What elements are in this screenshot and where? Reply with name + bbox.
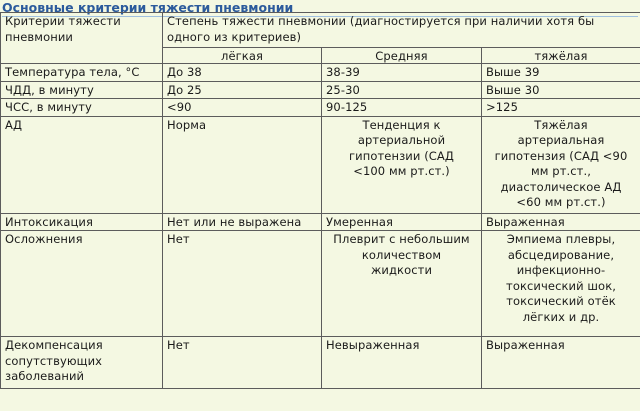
mild-cell [163, 213, 322, 231]
severe-text: гипотензия (САД <90 [494, 148, 628, 163]
mild-cell [163, 64, 322, 82]
criterion-text: заболеваний [5, 369, 85, 383]
mild-text: Нет или не выражена [167, 214, 302, 229]
severe-text: <60 мм рт.ст.) [516, 195, 606, 209]
criteria-header-line: пневмонии [5, 29, 73, 44]
mild-cell [163, 231, 322, 337]
table-row [1, 231, 640, 337]
severe-text: Выше 30 [486, 82, 540, 97]
moderate-cell [322, 81, 482, 99]
moderate-text: <100 мм рт.ст.) [353, 164, 450, 178]
severe-text: артериальная [517, 133, 605, 147]
severe-text: абсцедирование, [507, 247, 615, 262]
degree-header-cell [163, 13, 640, 48]
criterion-cell [1, 81, 163, 99]
criterion-text: сопутствующих [5, 353, 103, 368]
mild-text: Норма [167, 117, 207, 132]
severe-cell [482, 231, 640, 337]
mild-text: <90 [167, 100, 192, 114]
severe-text: мм рт.ст., [531, 164, 591, 178]
criterion-text: Декомпенсация [5, 338, 103, 352]
severe-text: Выраженная [486, 338, 565, 352]
mild-cell [163, 99, 322, 117]
severe-text: Выше 39 [486, 65, 540, 79]
criterion-text: Осложнения [5, 232, 83, 246]
level-moderate-header: Средняя [322, 48, 482, 64]
mild-cell [163, 337, 322, 389]
moderate-text: Невыраженная [326, 338, 420, 352]
header-row [1, 13, 640, 48]
moderate-text: Плеврит с небольшим [333, 232, 470, 246]
table-row [1, 337, 640, 389]
severe-text: токсический шок, [506, 278, 616, 293]
moderate-cell [322, 64, 482, 82]
severe-cell [482, 337, 640, 389]
moderate-cell [322, 231, 482, 337]
severe-text: Выраженная [486, 214, 565, 229]
severe-text: Тяжёлая [534, 117, 588, 132]
criterion-text: ЧСС, в минуту [5, 100, 92, 114]
mild-text: Нет [167, 232, 190, 246]
mild-cell [163, 116, 322, 213]
moderate-cell [322, 99, 482, 117]
moderate-text: 38-39 [326, 65, 360, 79]
moderate-text: количеством [361, 247, 442, 262]
severe-cell [482, 116, 640, 213]
severe-cell [482, 64, 640, 82]
severe-text: Эмпиема плевры, [506, 232, 616, 246]
mild-cell [163, 81, 322, 99]
table-row [1, 116, 640, 213]
criterion-text: Интоксикация [5, 214, 94, 229]
severe-cell [482, 213, 640, 231]
moderate-cell [322, 116, 482, 213]
level-mild-header: лёгкая [163, 48, 322, 64]
criterion-cell [1, 337, 163, 389]
criterion-text: ЧДД, в минуту [5, 82, 94, 97]
severe-cell [482, 99, 640, 117]
page-title: Основные критерии тяжести пневмонии [2, 0, 638, 17]
severe-cell [482, 81, 640, 99]
criterion-cell [1, 213, 163, 231]
criterion-text: Температура тела, °С [5, 65, 140, 79]
severe-text: лёгких и др. [522, 309, 600, 324]
moderate-text: Тенденция к [362, 117, 441, 132]
table-row [1, 99, 640, 117]
criteria-header-line: Критерии тяжести [5, 14, 121, 28]
severe-text: >125 [486, 100, 518, 114]
moderate-text: гипотензии (САД [349, 148, 454, 163]
mild-text: До 38 [167, 65, 202, 79]
table-row [1, 213, 640, 231]
severe-text: инфекционно- [516, 263, 606, 277]
criterion-cell [1, 64, 163, 82]
severe-text: диастолическое АД [500, 179, 622, 194]
moderate-text: артериальной [357, 133, 446, 147]
degree-header-line: одного из критериев) [167, 29, 302, 44]
criteria-header-cell [1, 13, 163, 64]
moderate-cell [322, 213, 482, 231]
severe-text: токсический отёк [506, 294, 616, 308]
criterion-cell [1, 116, 163, 213]
pneumonia-severity-table [0, 12, 640, 389]
level-severe-header: тяжёлая [482, 48, 640, 64]
criterion-cell [1, 99, 163, 117]
criterion-cell [1, 231, 163, 337]
moderate-text: 25-30 [326, 82, 360, 97]
moderate-text: жидкости [370, 263, 433, 277]
degree-header-line: Степень тяжести пневмонии (диагностируется при наличии хотя бы [167, 14, 595, 28]
table-row [1, 81, 640, 99]
table-row [1, 64, 640, 82]
mild-text: Нет [167, 338, 190, 352]
moderate-text: 90-125 [326, 100, 368, 114]
moderate-text: Умеренная [326, 214, 394, 229]
mild-text: До 25 [167, 82, 202, 97]
moderate-cell [322, 337, 482, 389]
criterion-text: АД [5, 117, 23, 132]
